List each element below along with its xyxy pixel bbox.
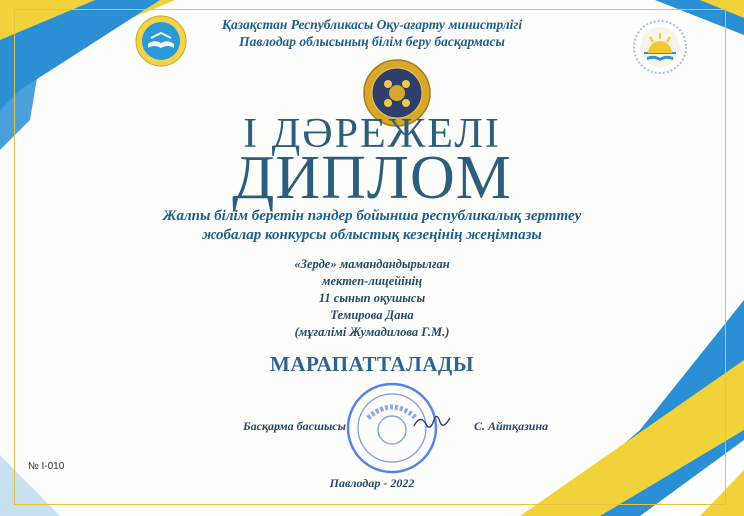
city-year: Павлодар - 2022 bbox=[329, 476, 415, 490]
handwritten-signature-icon bbox=[410, 408, 456, 438]
signature-label: Басқарма басшысы bbox=[243, 419, 346, 433]
grade-line: 11 сынып оқушысы bbox=[318, 291, 426, 305]
ministry-line-1: Қазақстан Республикасы Оқу-ағарту министрлігі bbox=[221, 17, 523, 32]
teacher-line: (мұғалімі Жумадилова Г.М.) bbox=[294, 325, 450, 339]
school-line-1: «Зерде» мамандандырылған bbox=[294, 257, 450, 271]
description-line-2: жобалар конкурсы облыстық кезеңінің жеңімпазы bbox=[202, 227, 542, 243]
school-line-2: мектеп-лицейінің bbox=[321, 274, 423, 288]
competition-description bbox=[0, 207, 744, 245]
signatory-name: С. Айтқазина bbox=[474, 419, 549, 433]
diploma-title: ДИПЛОМ bbox=[232, 144, 512, 212]
diploma-grade: І ДӘРЕЖЕЛІ bbox=[243, 111, 501, 157]
ministry-line-2: Павлодар облысының білім беру басқармасы bbox=[239, 34, 505, 49]
recipient-name: Темирова Дана bbox=[330, 308, 414, 322]
awarded-text: МАРАПАТТАЛАДЫ bbox=[270, 352, 474, 376]
recipient-block bbox=[0, 256, 744, 341]
ministry-header bbox=[0, 16, 744, 50]
diploma-number: № І-010 bbox=[28, 461, 65, 472]
description-line-1: Жалпы білім беретін пәндер бойынша республикалық зерттеу bbox=[162, 208, 582, 224]
